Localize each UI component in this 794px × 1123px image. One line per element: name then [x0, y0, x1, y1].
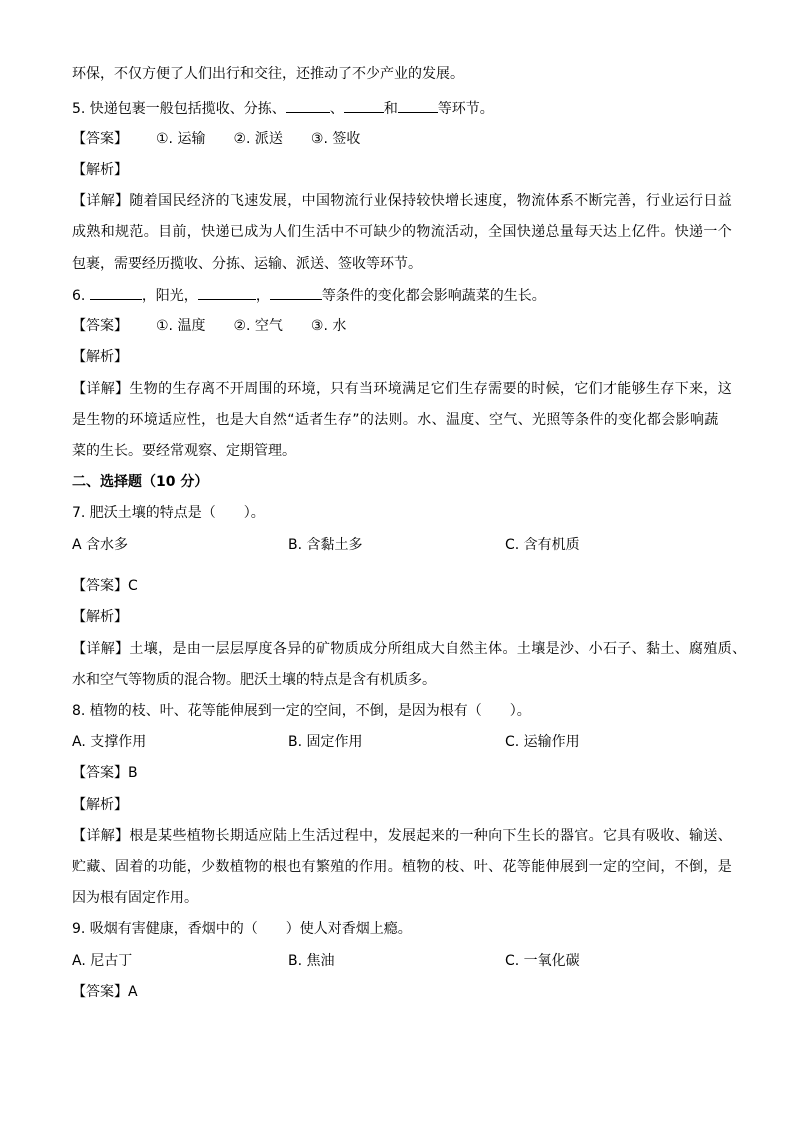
question-text: 等条件的变化都会影响蔬菜的生长。: [321, 288, 546, 304]
analysis-tag: 【解析】: [72, 162, 128, 178]
answer-5: [72, 129, 360, 149]
detail-tag: 【详解】: [72, 828, 130, 844]
option-a: A. 支撑作用: [72, 734, 147, 750]
detail-line: 包裹，需要经历揽收、分拣、运输、派送、签收等环节。: [72, 256, 422, 272]
option-c: C. 含有机质: [505, 537, 580, 553]
answer-item: ③. 水: [310, 318, 347, 334]
answer-item: ②. 派送: [233, 131, 283, 147]
answer-blank: [90, 285, 142, 300]
detail-text: 随着国民经济的飞速发展，中国物流行业保持较快增长速度，物流体系不断完善，行业运行日益: [129, 193, 733, 209]
question-text: 和: [383, 101, 398, 117]
answer-7: 【答案】C: [72, 578, 138, 594]
detail-line: [72, 191, 732, 211]
analysis-tag: 【解析】: [72, 349, 128, 365]
question-text: 、: [329, 101, 344, 117]
analysis-tag: 【解析】: [72, 609, 128, 625]
detail-line: 贮藏、固着的功能，少数植物的根也有繁殖的作用。植物的枝、叶、花等能伸展到一定的空间，不倒，是: [72, 859, 733, 875]
section-heading: 二、选择题（10 分）: [72, 474, 209, 490]
answer-blank: [398, 98, 438, 113]
answer-blank: [270, 285, 322, 300]
question-text: ，阳光，: [141, 288, 198, 304]
answer-item: ②. 空气: [233, 318, 283, 334]
question-text: ，: [255, 288, 270, 304]
answer-item: ③. 签收: [310, 131, 361, 147]
answer-tag: 【答案】: [72, 131, 128, 147]
detail-line: 成熟和规范。目前，快递已成为人们生活中不可缺少的物流活动，全国快递总量每天达上亿件。快递一个: [72, 224, 733, 240]
option-b: B. 固定作用: [288, 734, 363, 750]
question-6: [72, 285, 546, 306]
question-9: 9. 吸烟有害健康，香烟中的（ ）使人对香烟上瘾。: [72, 921, 412, 937]
answer-tag: 【答案】: [72, 318, 128, 334]
detail-line: [72, 379, 732, 399]
question-5: [72, 98, 494, 119]
question-7: 7. 肥沃土壤的特点是（ ）。: [72, 505, 265, 521]
detail-line: 是生物的环境适应性，也是大自然“适者生存”的法则。水、温度、空气、光照等条件的变化都会影响蔬: [72, 412, 719, 428]
detail-line: [72, 639, 746, 659]
option-c: C. 运输作用: [505, 734, 580, 750]
answer-blank: [286, 98, 330, 113]
answer-blank: [198, 285, 256, 300]
question-text: 6.: [72, 288, 90, 304]
answer-item: ①. 温度: [156, 318, 206, 334]
detail-line: 菜的生长。要经常观察、定期管理。: [72, 443, 296, 459]
option-c: C. 一氧化碳: [505, 953, 580, 969]
detail-line: [72, 826, 732, 846]
question-text: 5. 快递包裹一般包括揽收、分拣、: [72, 101, 286, 117]
detail-tag: 【详解】: [72, 381, 130, 397]
option-a: A. 尼古丁: [72, 953, 133, 969]
detail-line: 水和空气等物质的混合物。肥沃土壤的特点是含有机质多。: [72, 672, 436, 688]
option-b: B. 焦油: [288, 953, 335, 969]
answer-9: 【答案】A: [72, 984, 138, 1000]
detail-text: 土壤，是由一层层厚度各异的矿物质成分所组成大自然主体。土壤是沙、小石子、黏土、腐殖质、: [129, 641, 747, 657]
question-8: 8. 植物的枝、叶、花等能伸展到一定的空间，不倒，是因为根有（ ）。: [72, 703, 531, 719]
question-text: 等环节。: [437, 101, 494, 117]
option-b: B. 含黏土多: [288, 537, 363, 553]
detail-text: 根是某些植物长期适应陆上生活过程中，发展起来的一种向下生长的器官。它具有吸收、输送、: [129, 828, 733, 844]
analysis-tag: 【解析】: [72, 797, 128, 813]
detail-tag: 【详解】: [72, 193, 130, 209]
answer-8: 【答案】B: [72, 765, 138, 781]
detail-tag: 【详解】: [72, 641, 130, 657]
answer-blank: [344, 98, 384, 113]
detail-line: 因为根有固定作用。: [72, 890, 198, 906]
text-line: 环保，不仅方便了人们出行和交往，还推动了不少产业的发展。: [72, 66, 464, 82]
answer-item: ①. 运输: [156, 131, 206, 147]
answer-6: [72, 316, 346, 336]
detail-text: 生物的生存离不开周围的环境，只有当环境满足它们生存需要的时候，它们才能够生存下来，这: [129, 381, 733, 397]
option-a: A 含水多: [72, 537, 129, 553]
